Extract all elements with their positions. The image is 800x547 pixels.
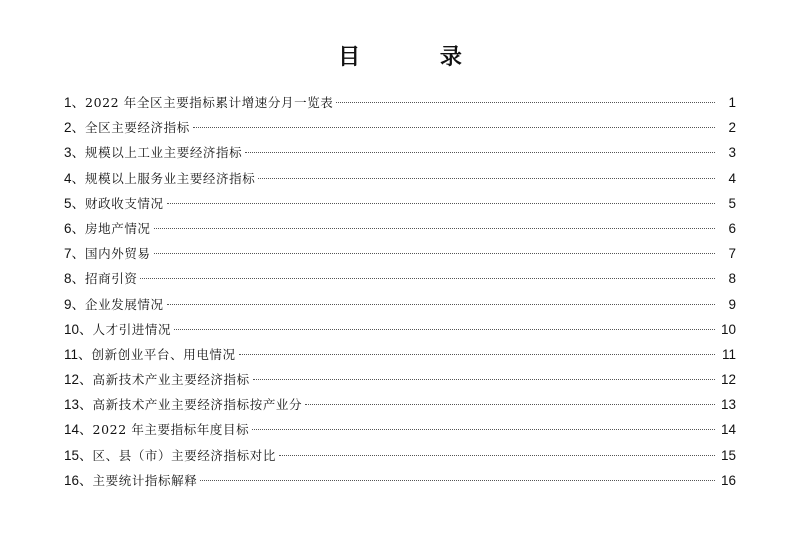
- toc-entry-page: 4: [728, 170, 736, 186]
- toc-entry[interactable]: [64, 367, 736, 392]
- toc-entry-label: 房地产情况: [85, 220, 151, 236]
- toc-entry-label: 企业发展情况: [85, 296, 164, 312]
- toc-entry-number: 11、: [64, 346, 92, 362]
- toc-entry[interactable]: [64, 115, 736, 140]
- toc-entry-label: 规模以上工业主要经济指标: [85, 145, 243, 161]
- toc-entry-page: 8: [728, 271, 736, 287]
- toc-entry[interactable]: [64, 166, 736, 191]
- toc-dot-leader: [305, 404, 715, 405]
- toc-entry-label: 2022 年全区主要指标累计增速分月一览表: [85, 95, 334, 110]
- toc-dot-leader: [252, 429, 715, 430]
- toc-entry-label: 主要统计指标解释: [92, 472, 198, 488]
- toc-dot-leader: [245, 152, 715, 153]
- toc-entry-number: 1、: [64, 95, 86, 110]
- toc-entry-number: 3、: [64, 145, 86, 161]
- toc-entry-page: 2: [728, 120, 736, 136]
- toc-dot-leader: [200, 480, 715, 481]
- table-of-contents: [64, 90, 736, 493]
- page-title: 目 录: [338, 45, 498, 70]
- toc-entry-page: 16: [720, 472, 736, 488]
- toc-entry-page: 10: [720, 321, 736, 337]
- toc-entry-number: 8、: [64, 271, 86, 287]
- toc-entry-label: 规模以上服务业主要经济指标: [85, 170, 256, 186]
- toc-entry-label: 国内外贸易: [85, 246, 151, 262]
- toc-entry[interactable]: [64, 317, 736, 342]
- toc-dot-leader: [336, 102, 715, 103]
- toc-dot-leader: [193, 127, 715, 128]
- toc-entry-label: 区、县（市）主要经济指标对比: [92, 447, 276, 463]
- toc-entry-label: 2022 年主要指标年度目标: [92, 422, 250, 438]
- toc-entry-number: 5、: [64, 195, 86, 211]
- toc-entry[interactable]: [64, 292, 736, 317]
- toc-entry-number: 7、: [64, 246, 86, 262]
- toc-entry-page: 13: [720, 397, 736, 413]
- toc-dot-leader: [154, 228, 715, 229]
- toc-entry[interactable]: [64, 90, 736, 115]
- toc-entry[interactable]: [64, 266, 736, 291]
- toc-entry-label: 财政收支情况: [85, 195, 164, 211]
- toc-entry[interactable]: [64, 191, 736, 216]
- toc-entry[interactable]: [64, 216, 736, 241]
- toc-entry-number: 13、: [64, 397, 93, 413]
- toc-dot-leader: [140, 278, 715, 279]
- toc-entry[interactable]: [64, 392, 736, 417]
- toc-entry-page: 3: [728, 145, 736, 161]
- toc-entry-number: 14、: [64, 422, 93, 438]
- toc-entry-number: 15、: [64, 447, 93, 463]
- toc-entry[interactable]: [64, 417, 736, 442]
- toc-dot-leader: [239, 354, 715, 355]
- toc-dot-leader: [258, 178, 715, 179]
- toc-entry-label: 全区主要经济指标: [85, 120, 190, 136]
- toc-entry[interactable]: [64, 443, 736, 468]
- toc-entry-page: 6: [728, 220, 736, 236]
- toc-entry-page: 1: [728, 95, 736, 110]
- toc-entry-number: 12、: [64, 372, 93, 388]
- toc-dot-leader: [279, 455, 715, 456]
- toc-entry-number: 4、: [64, 170, 86, 186]
- toc-entry-number: 16、: [64, 472, 93, 488]
- toc-entry[interactable]: [64, 468, 736, 493]
- toc-dot-leader: [167, 203, 715, 204]
- toc-entry-label: 高新技术产业主要经济指标按产业分: [92, 397, 303, 413]
- toc-entry[interactable]: [64, 241, 736, 266]
- toc-entry-page: 5: [728, 195, 736, 211]
- toc-entry-page: 12: [720, 372, 736, 388]
- toc-entry-page: 14: [720, 422, 736, 438]
- toc-dot-leader: [154, 253, 715, 254]
- toc-entry[interactable]: [64, 140, 736, 165]
- toc-entry-number: 2、: [64, 120, 86, 136]
- toc-entry-number: 6、: [64, 220, 86, 236]
- toc-entry-label: 招商引资: [85, 271, 138, 287]
- toc-dot-leader: [174, 329, 715, 330]
- toc-entry-label: 创新创业平台、用电情况: [91, 346, 236, 362]
- toc-entry-page: 11: [721, 346, 736, 362]
- toc-entry-label: 高新技术产业主要经济指标: [92, 372, 250, 388]
- toc-entry-page: 9: [728, 296, 736, 312]
- toc-entry-page: 15: [720, 447, 736, 463]
- toc-dot-leader: [167, 304, 715, 305]
- toc-entry[interactable]: [64, 342, 736, 367]
- toc-entry-label: 人才引进情况: [92, 321, 172, 337]
- toc-entry-number: 9、: [64, 296, 86, 312]
- toc-entry-page: 7: [728, 246, 736, 262]
- toc-entry-number: 10、: [64, 321, 93, 337]
- toc-dot-leader: [253, 379, 715, 380]
